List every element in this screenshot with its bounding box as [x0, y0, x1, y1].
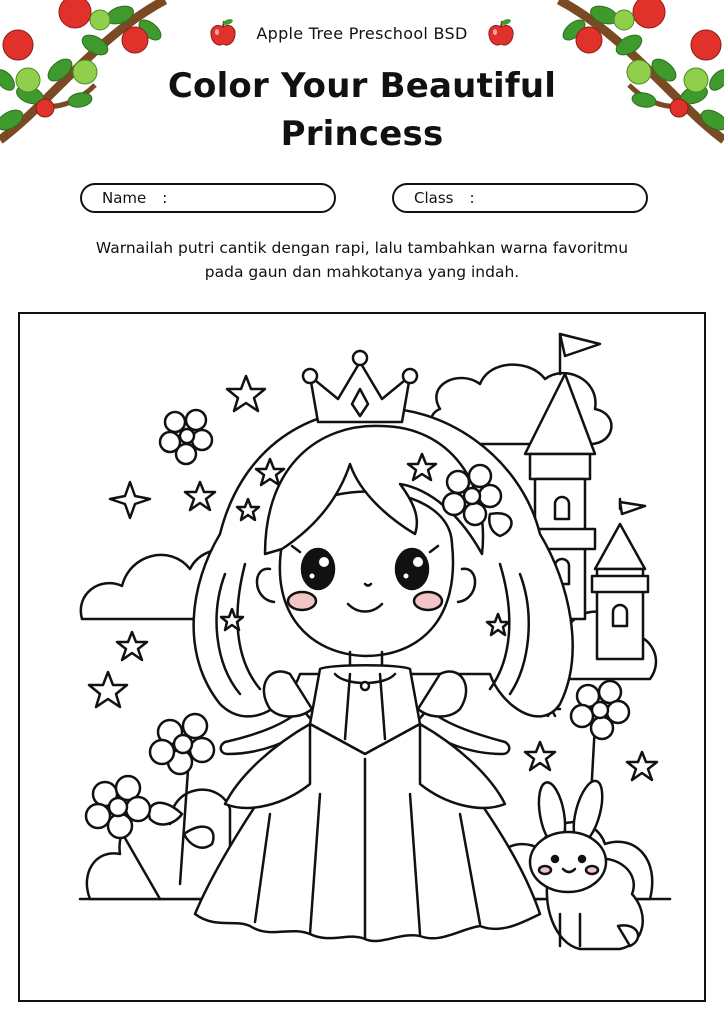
princess-sleeve — [418, 672, 466, 717]
instruction-line-2: pada gaun dan mahkotanya yang indah. — [204, 263, 520, 281]
blush — [414, 592, 442, 610]
school-header — [0, 18, 724, 48]
name-label: Name — [102, 189, 147, 207]
coloring-frame — [18, 312, 706, 1002]
instruction-line-1: Warnailah putri cantik dengan rapi, lalu tambahkan warna favoritmu — [95, 239, 629, 257]
apple-icon — [208, 18, 238, 48]
blush — [288, 592, 316, 610]
page-title — [120, 62, 604, 158]
school-name: Apple Tree Preschool BSD — [256, 23, 468, 43]
crown-icon — [303, 351, 417, 422]
name-field[interactable] — [80, 183, 336, 213]
apple-icon — [486, 18, 516, 48]
class-label: Class — [414, 189, 454, 207]
title-line-1: Color Your Beautiful — [167, 66, 557, 106]
name-separator: : — [162, 189, 168, 207]
class-field[interactable] — [392, 183, 648, 213]
princess-skirt — [195, 724, 540, 941]
title-line-2: Princess — [280, 114, 444, 154]
princess-sleeve — [264, 672, 312, 717]
class-separator: : — [469, 189, 475, 207]
princess-coloring-illustration — [20, 314, 704, 1000]
instruction-text — [60, 236, 664, 284]
